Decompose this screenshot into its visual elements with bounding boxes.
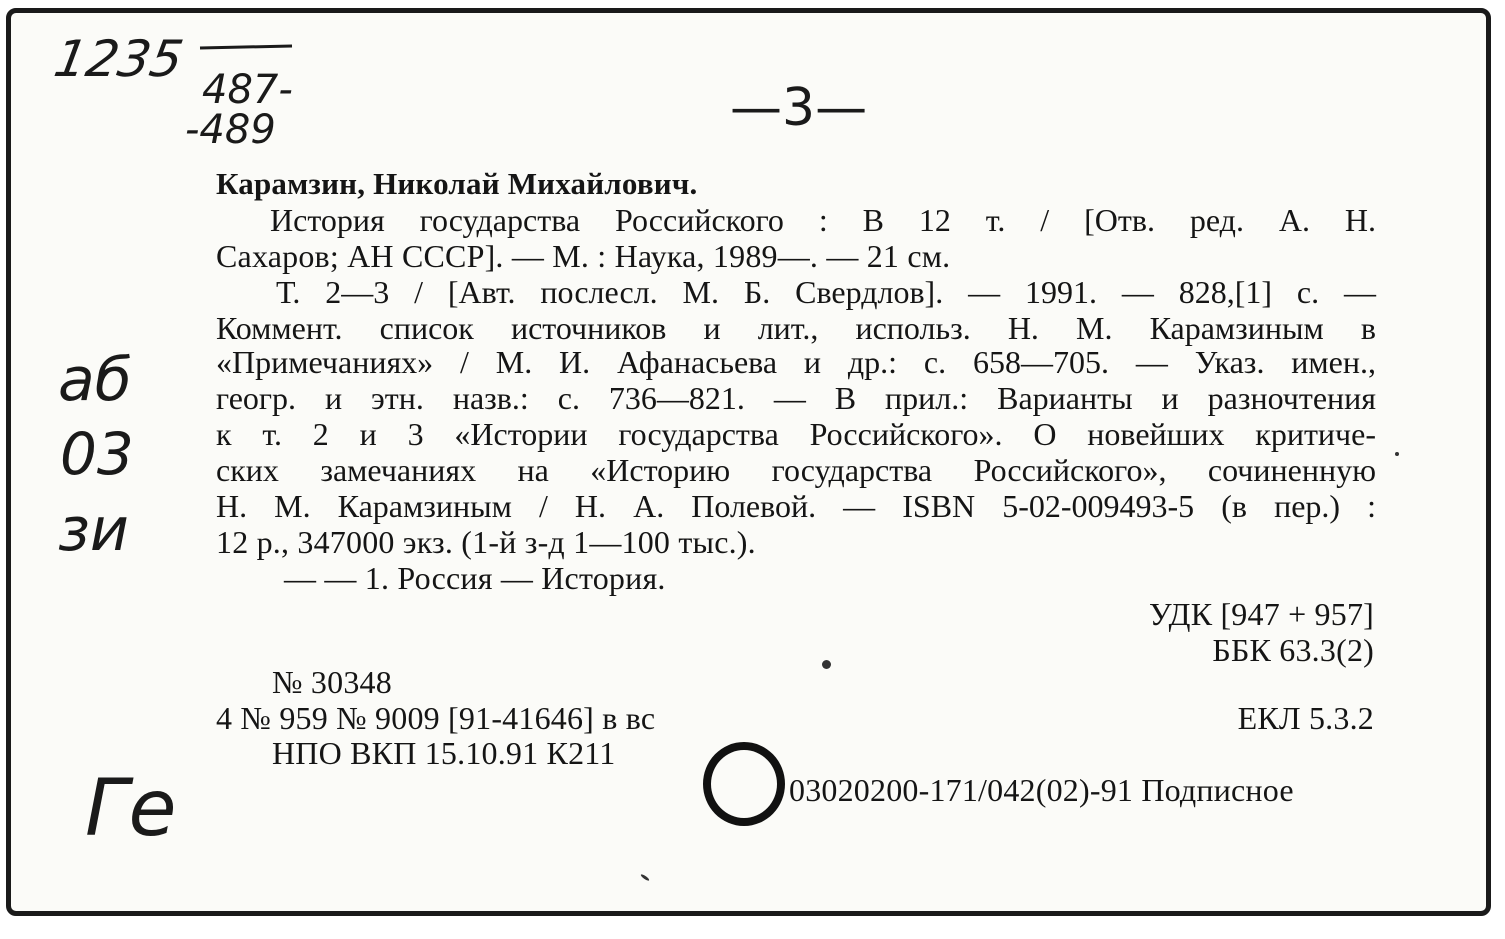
subject-line: — — 1. Россия — История. [284,560,666,596]
publication-code: 03020200-171/042(02)-91 Подписное [789,772,1294,808]
bbk-code: ББК 63.3(2) [1212,632,1374,668]
handwritten-pages-from: 487- [202,67,293,113]
volume-line-4: геогр. и этн. назв.: с. 736—821. — В прил.: Варианты и разночтения [216,380,1376,416]
handwritten-corner-mark: Ге [85,764,177,854]
ekl-code: ЕКЛ 5.3.2 [1237,700,1374,736]
handwritten-pages-to: -489 [185,107,276,153]
title-line-2: Сахаров; АН СССР]. — М. : Наука, 1989—. — 21 см. [216,238,951,274]
handwritten-page-mark: —3— [730,78,868,138]
circle-stamp [703,742,785,826]
title-line-1: История государства Российского : В 12 т. / [Отв. ред. А. Н. [270,202,1376,238]
udk-code: УДК [947 + 957] [1149,596,1374,632]
ink-speck [822,660,831,669]
volume-line-2: Коммент. список источников и лит., использ. Н. М. Карамзиным в [216,310,1376,346]
volume-line-3: «Примечаниях» / М. И. Афанасьева и др.: с. 658—705. — Указ. имен., [216,344,1376,380]
author-heading: Карамзин, Николай Михайлович. [216,166,698,201]
npo-line: НПО ВКП 15.10.91 К211 [272,735,616,771]
print-info: 4 № 959 № 9009 [91-41646] в вс [216,700,656,736]
handwritten-side-mark-1: аб [58,345,132,415]
handwritten-catalog-number: 1235 [49,30,188,88]
volume-line-8: 12 р., 347000 экз. (1-й з-д 1—100 тыс.). [216,524,756,560]
order-number: № 30348 [272,664,392,700]
volume-line-5: к т. 2 и 3 «Истории государства Российского». О новейших критиче- [216,416,1376,452]
handwritten-underline [200,46,292,48]
volume-line-1: Т. 2—3 / [Авт. послесл. М. Б. Свердлов]. — 1991. — 828,[1] с. — [276,274,1376,310]
ink-speck [1395,452,1399,456]
handwritten-side-mark-2: 03 [60,420,134,488]
handwritten-side-mark-3: зи [58,495,129,565]
volume-line-7: Н. М. Карамзиным / Н. А. Полевой. — ISBN 5-02-009493-5 (в пер.) : [216,488,1376,524]
volume-line-6: ских замечаниях на «Историю государства Российского», сочиненную [216,452,1376,488]
